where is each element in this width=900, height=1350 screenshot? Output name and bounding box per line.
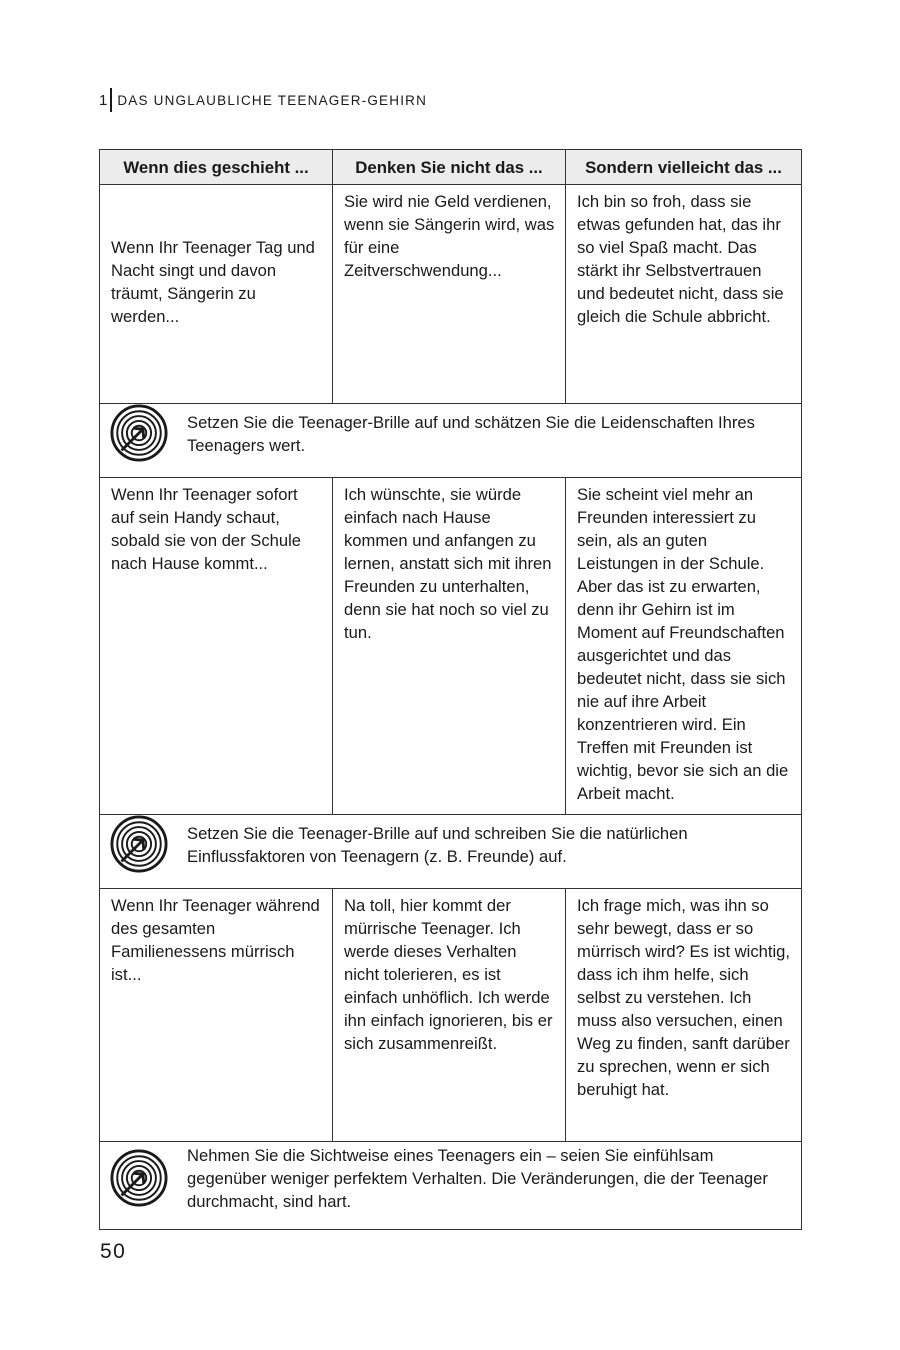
dont-think-cell <box>333 889 566 1142</box>
instead-cell <box>566 185 802 404</box>
tip-row <box>100 404 802 478</box>
tip-text: Setzen Sie die Teenager-Brille auf und schätzen Sie die Leidenschaften Ihres Teenagers wert. <box>187 413 755 455</box>
table-header-row <box>100 150 802 185</box>
chapter-number: 1 <box>99 91 108 109</box>
tip-text: Nehmen Sie die Sichtweise eines Teenagers ein – seien Sie einfühlsam gegenüber weniger perfektem Verhalten. Die Veränderungen, die der Teenager durchmacht, sind hart. <box>187 1146 768 1211</box>
situation-cell <box>100 478 333 815</box>
table-row <box>100 185 802 404</box>
running-head <box>99 88 427 112</box>
teen-glasses-target-icon <box>110 815 168 873</box>
situation-cell <box>100 889 333 1142</box>
chapter-title: DAS UNGLAUBLICHE TEENAGER-GEHIRN <box>117 92 428 108</box>
instead-cell <box>566 889 802 1142</box>
instead-text: Ich frage mich, was ihn so sehr bewegt, dass er so mürrisch wird? Es ist wichtig, dass ich ihm helfe, sich selbst zu verstehen. Ich muss also versuchen, einen Weg zu finden, sanft darüber zu sprechen, wenn er sich beruhigt hat. <box>577 896 790 1099</box>
reframing-table <box>99 149 802 1230</box>
instead-cell <box>566 478 802 815</box>
teen-glasses-target-icon <box>110 404 168 462</box>
table-row <box>100 478 802 815</box>
page-number: 50 <box>100 1240 127 1263</box>
dont-think-text: Sie wird nie Geld verdienen, wenn sie Sängerin wird, was für eine Zeitverschwendung... <box>344 192 555 280</box>
dont-think-text: Ich wünschte, sie würde einfach nach Hause kommen und anfangen zu lernen, anstatt sich mit ihren Freunden zu unterhalten, denn sie hat noch so viel zu tun. <box>344 485 552 642</box>
column-header: Sondern vielleicht das ... <box>566 150 802 185</box>
instead-text: Sie scheint viel mehr an Freunden interessiert zu sein, als an guten Leistungen in der Schule. Aber das ist zu erwarten, denn ihr Gehirn ist im Moment auf Freundschaften ausgerichtet und das bedeutet nicht, dass sie sich nie auf ihre Arbeit konzentrieren wird. Ein Treffen mit Freunden ist wichtig, bevor sie sich an die Arbeit macht. <box>577 485 789 803</box>
situation-text: Wenn Ihr Teenager Tag und Nacht singt und davon träumt, Sängerin zu werden... <box>111 238 315 326</box>
tip-cell <box>100 404 802 478</box>
dont-think-text: Na toll, hier kommt der mürrische Teenager. Ich werde dieses Verhalten nicht tolerieren, es ist einfach unhöflich. Ich werde ihn einfach ignorieren, bis er sich zusammenreißt. <box>344 896 553 1053</box>
instead-text: Ich bin so froh, dass sie etwas gefunden hat, das ihr so viel Spaß macht. Das stärkt ihr Selbstvertrauen und bedeutet nicht, dass sie gleich die Schule abbricht. <box>577 192 784 326</box>
column-header: Denken Sie nicht das ... <box>333 150 566 185</box>
situation-cell <box>100 185 333 404</box>
tip-cell <box>100 815 802 889</box>
tip-row <box>100 815 802 889</box>
situation-text: Wenn Ihr Teenager während des gesamten Familienessens mürrisch ist... <box>111 896 320 984</box>
teen-glasses-target-icon <box>110 1149 168 1207</box>
header-divider <box>110 88 112 112</box>
tip-cell <box>100 1142 802 1230</box>
table-row <box>100 889 802 1142</box>
tip-row <box>100 1142 802 1230</box>
situation-text: Wenn Ihr Teenager sofort auf sein Handy schaut, sobald sie von der Schule nach Hause kommt... <box>111 485 302 573</box>
tip-text: Setzen Sie die Teenager-Brille auf und schreiben Sie die natürlichen Einflussfaktoren von Teenagern (z. B. Freunde) auf. <box>187 824 688 866</box>
dont-think-cell <box>333 185 566 404</box>
column-header: Wenn dies geschieht ... <box>100 150 333 185</box>
dont-think-cell <box>333 478 566 815</box>
